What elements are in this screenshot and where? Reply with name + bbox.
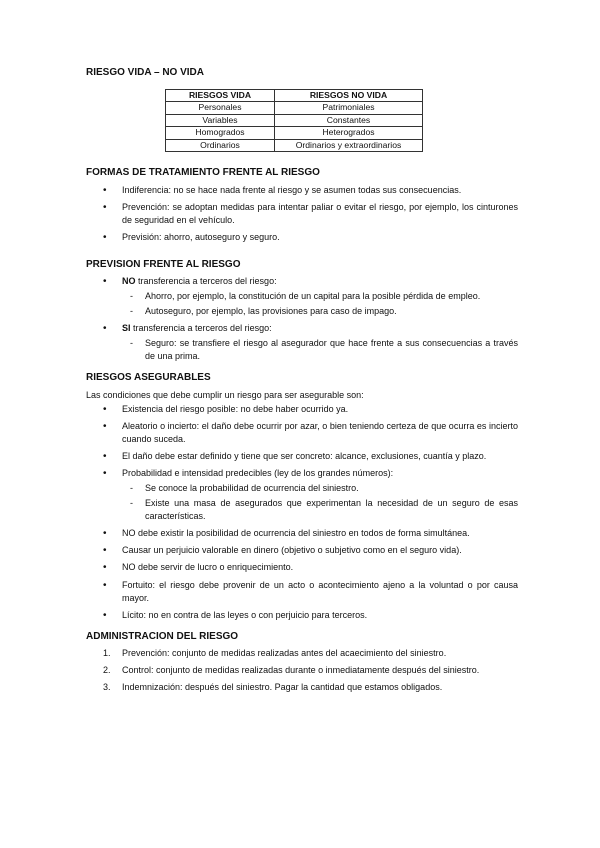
list-item: • Indiferencia: no se hace nada frente al riesgo y se asumen todas sus consecuencias.	[86, 184, 518, 197]
bullet-list	[86, 275, 518, 363]
section-prevision	[86, 258, 518, 364]
table-cell: Personales	[166, 102, 275, 115]
list-item: • Aleatorio o incierto: el daño debe ocurrir por azar, o bien teniendo certeza de que ocurra es incierto cuando suceda.	[86, 420, 518, 446]
emphasis-no: NO	[122, 276, 136, 287]
section-heading: RIESGOS ASEGURABLES	[86, 372, 211, 384]
list-item	[86, 681, 518, 694]
list-item-text: Indemnización: después del siniestro. Pagar la cantidad que estamos obligados.	[122, 682, 443, 693]
table-cell: Ordinarios	[166, 139, 275, 152]
dash-list	[122, 337, 518, 363]
table-row	[166, 127, 423, 140]
list-item	[86, 467, 518, 523]
list-item-text: transferencia a terceros del riesgo:	[135, 276, 277, 287]
list-item	[86, 275, 518, 318]
list-item: • Prevención: se adoptan medidas para intentar paliar o evitar el riesgo, por ejemplo, los cinturones de seguridad en el vehículo.	[86, 201, 518, 227]
table-cell: Homogrados	[166, 127, 275, 140]
bullet-list	[86, 184, 518, 244]
sub-list-item: - Se conoce la probabilidad de ocurrencia del siniestro.	[122, 482, 518, 495]
list-item: • Lícito: no en contra de las leyes o con perjuicio para terceros.	[86, 609, 518, 622]
table-header-row	[166, 89, 423, 102]
dash-list	[122, 482, 518, 523]
list-item-text: transferencia a terceros del riesgo:	[130, 323, 272, 334]
list-item: • Causar un perjuicio valorable en dinero (objetivo o subjetivo como en el seguro vida).	[86, 544, 518, 557]
table-header-no-vida: RIESGOS NO VIDA	[275, 89, 423, 102]
list-item: • El daño debe estar definido y tiene que ser concreto: alcance, exclusiones, cuantía y plazo.	[86, 450, 518, 463]
dash-list	[122, 290, 518, 318]
sub-list-item: - Autoseguro, por ejemplo, las provisiones para caso de impago.	[122, 305, 518, 318]
table-header-vida: RIESGOS VIDA	[166, 89, 275, 102]
table-cell: Variables	[166, 114, 275, 127]
page-title: RIESGO VIDA – NO VIDA	[86, 67, 204, 78]
section-heading: ADMINISTRACION DEL RIESGO	[86, 630, 239, 642]
bullet-list	[86, 403, 518, 622]
list-item-text: Prevención: conjunto de medidas realizadas antes del acaecimiento del siniestro.	[122, 648, 447, 659]
section-administracion	[86, 630, 518, 695]
section-heading: PREVISION FRENTE AL RIESGO	[86, 258, 241, 270]
list-item: • NO debe existir la posibilidad de ocurrencia del siniestro en todos de forma simultánea.	[86, 527, 518, 540]
list-item-text: Control: conjunto de medidas realizadas durante o inmediatamente después del siniestro.	[122, 665, 480, 676]
table-cell: Constantes	[275, 114, 423, 127]
section-formas	[86, 166, 518, 244]
risk-comparison-table	[165, 89, 423, 153]
list-item: • Fortuito: el riesgo debe provenir de un acto o acontecimiento ajeno a la voluntad o por causa mayor.	[86, 579, 518, 605]
document-page	[86, 66, 518, 698]
list-item: • NO debe servir de lucro o enriquecimiento.	[86, 561, 518, 574]
table-cell: Patrimoniales	[275, 102, 423, 115]
list-item	[86, 322, 518, 363]
list-item-text: Probabilidad e intensidad predecibles (ley de los grandes números):	[122, 468, 394, 479]
sub-list-item: - Seguro: se transfiere el riesgo al asegurador que hace frente a sus consecuencias a través de una prima.	[122, 337, 518, 363]
list-item	[86, 647, 518, 660]
table-row	[166, 139, 423, 152]
table-cell: Ordinarios y extraordinarios	[275, 139, 423, 152]
sub-list-item: - Existe una masa de asegurados que experimentan la necesidad de un seguro de esas características.	[122, 497, 518, 523]
sub-list-item: - Ahorro, por ejemplo, la constitución de un capital para la posible pérdida de empleo.	[122, 290, 518, 303]
table-row	[166, 114, 423, 127]
section-asegurables	[86, 371, 518, 621]
list-item: • Previsión: ahorro, autoseguro y seguro.	[86, 231, 518, 244]
table-row	[166, 102, 423, 115]
emphasis-si: SI	[122, 323, 131, 334]
list-number: 3.	[103, 682, 111, 693]
section-heading: FORMAS DE TRATAMIENTO FRENTE AL RIESGO	[86, 167, 320, 178]
list-item: • Existencia del riesgo posible: no debe haber ocurrido ya.	[86, 403, 518, 416]
numbered-list	[86, 647, 518, 694]
list-number: 1.	[103, 648, 111, 659]
section-intro: Las condiciones que debe cumplir un riesgo para ser asegurable son:	[86, 389, 364, 400]
list-item	[86, 664, 518, 677]
table-cell: Heterogrados	[275, 127, 423, 140]
list-number: 2.	[103, 665, 111, 676]
